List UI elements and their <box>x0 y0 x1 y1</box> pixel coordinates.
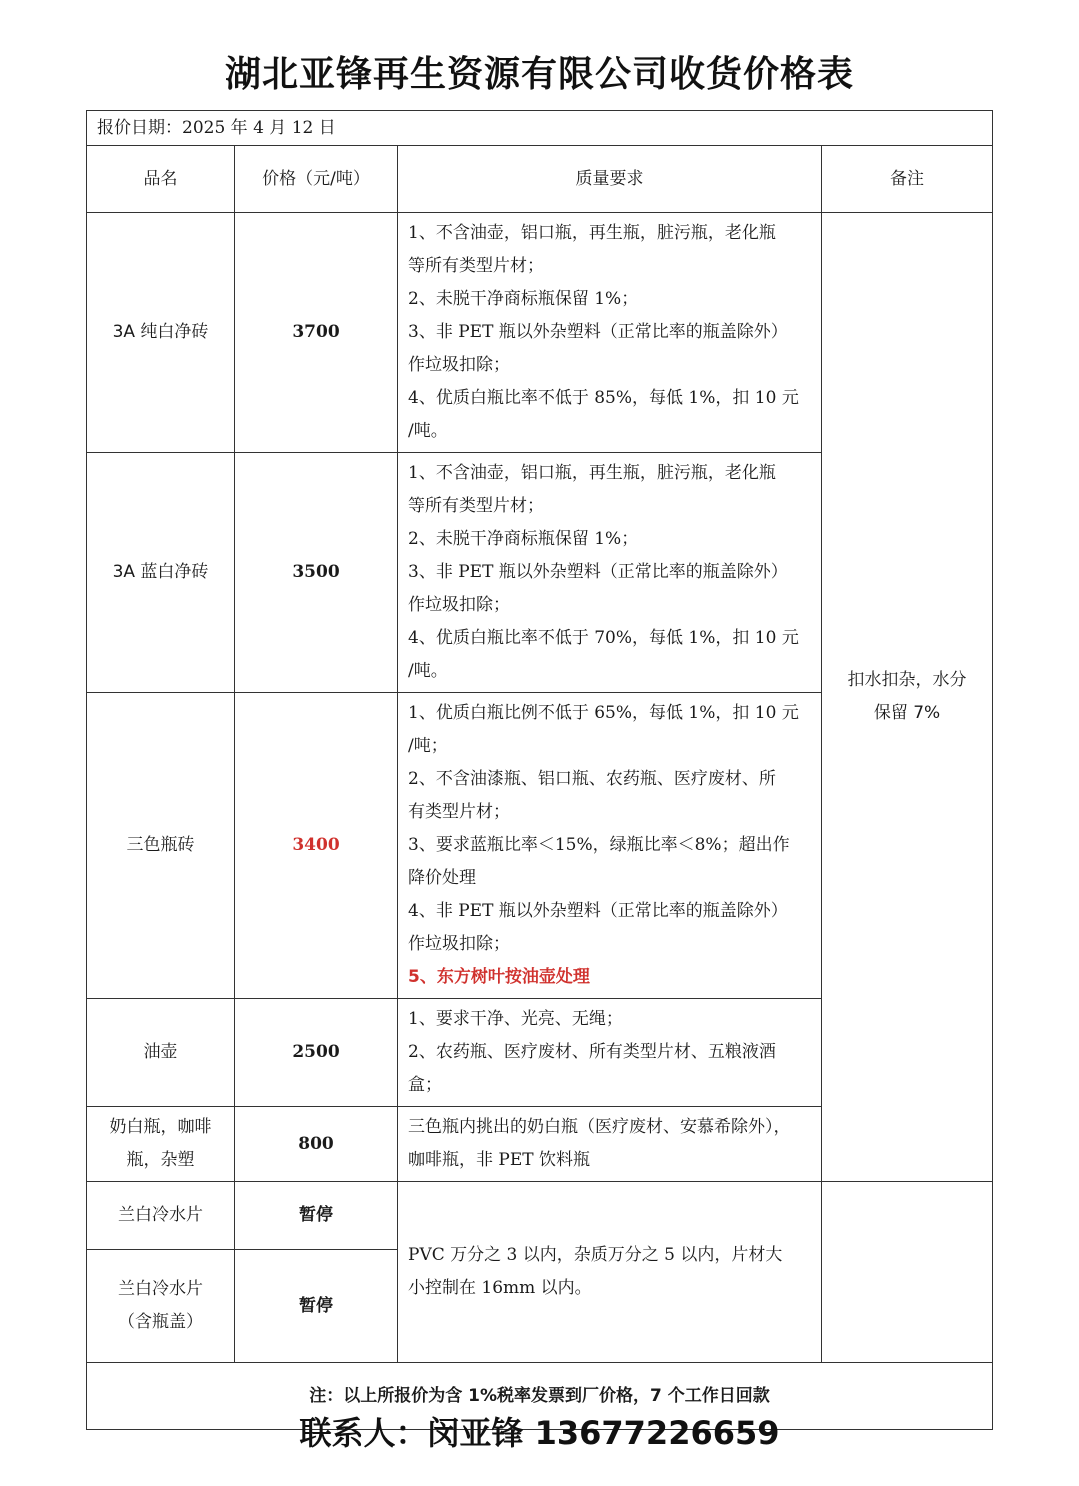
quality-requirements <box>398 453 822 693</box>
name-line: 奶白瓶，咖啡 <box>109 1117 212 1137</box>
req-line: 2、未脱干净商标瓶保留 1%； <box>408 529 639 549</box>
remark-empty <box>822 1182 993 1363</box>
quality-requirements <box>398 999 822 1107</box>
product-name <box>87 1107 235 1182</box>
product-name: 三色瓶砖 <box>87 693 235 999</box>
product-price: 2500 <box>235 999 398 1107</box>
header-row <box>87 146 993 213</box>
req-line: 3、非 PET 瓶以外杂塑料（正常比率的瓶盖除外） <box>408 562 788 582</box>
quality-requirements <box>398 1182 822 1363</box>
req-line: /吨。 <box>408 421 448 441</box>
req-line: 咖啡瓶，非 PET 饮料瓶 <box>408 1150 590 1170</box>
req-line: 3、要求蓝瓶比率＜15%，绿瓶比率＜8%；超出作 <box>408 835 790 855</box>
header-remark: 备注 <box>822 146 993 213</box>
product-price: 3500 <box>235 453 398 693</box>
product-name: 油壶 <box>87 999 235 1107</box>
req-line: 作垃圾扣除； <box>408 934 510 954</box>
req-line: 2、不含油漆瓶、铝口瓶、农药瓶、医疗废材、所 <box>408 769 776 789</box>
product-price: 3400 <box>235 693 398 999</box>
req-line: 盒； <box>408 1075 442 1095</box>
table-row <box>87 1182 993 1250</box>
product-name: 3A 纯白净砖 <box>87 213 235 453</box>
product-price: 3700 <box>235 213 398 453</box>
req-line: 3、非 PET 瓶以外杂塑料（正常比率的瓶盖除外） <box>408 322 788 342</box>
req-line: 有类型片材； <box>408 802 510 822</box>
req-line: 小控制在 16mm 以内。 <box>408 1278 592 1298</box>
header-name: 品名 <box>87 146 235 213</box>
req-line: 降价处理 <box>408 868 476 888</box>
req-line-highlight: 5、东方树叶按油壶处理 <box>408 967 590 987</box>
header-price: 价格（元/吨） <box>235 146 398 213</box>
req-line: 1、不含油壶，铝口瓶，再生瓶，脏污瓶，老化瓶 <box>408 463 776 483</box>
name-line: （含瓶盖） <box>118 1312 203 1332</box>
req-line: 作垃圾扣除； <box>408 595 510 615</box>
footnote: 注：以上所报价为含 1%税率发票到厂价格，7 个工作日回款 <box>87 1363 993 1430</box>
product-name: 3A 蓝白净砖 <box>87 453 235 693</box>
contact-info: 联系人：闵亚锋 13677226659 <box>299 1414 780 1452</box>
remark-line: 保留 7% <box>873 703 941 723</box>
req-line: 1、要求干净、光亮、无绳； <box>408 1009 623 1029</box>
req-line: PVC 万分之 3 以内，杂质万分之 5 以内，片材大 <box>408 1245 783 1265</box>
name-line: 兰白冷水片 <box>118 1279 203 1299</box>
quality-requirements <box>398 213 822 453</box>
price-table <box>86 110 993 1430</box>
date-row <box>87 111 993 146</box>
product-name: 兰白冷水片 <box>87 1182 235 1250</box>
product-price: 800 <box>235 1107 398 1182</box>
remark-line: 扣水扣杂，水分 <box>847 670 967 690</box>
quality-requirements <box>398 693 822 999</box>
product-price: 暂停 <box>235 1250 398 1363</box>
req-line: 1、不含油壶，铝口瓶，再生瓶，脏污瓶，老化瓶 <box>408 223 776 243</box>
quote-date: 报价日期：2025 年 4 月 12 日 <box>87 111 993 146</box>
req-line: 等所有类型片材； <box>408 496 544 516</box>
header-quality: 质量要求 <box>398 146 822 213</box>
product-name <box>87 1250 235 1363</box>
req-line: 等所有类型片材； <box>408 256 544 276</box>
req-line: 2、农药瓶、医疗废材、所有类型片材、五粮液酒 <box>408 1042 776 1062</box>
remark-cell <box>822 213 993 1182</box>
req-line: 4、优质白瓶比率不低于 85%，每低 1%，扣 10 元 <box>408 388 799 408</box>
req-line: 1、优质白瓶比例不低于 65%，每低 1%，扣 10 元 <box>408 703 799 723</box>
req-line: 作垃圾扣除； <box>408 355 510 375</box>
table-row <box>87 213 993 453</box>
req-line: 2、未脱干净商标瓶保留 1%； <box>408 289 639 309</box>
req-line: 4、优质白瓶比率不低于 70%，每低 1%，扣 10 元 <box>408 628 799 648</box>
quality-requirements <box>398 1107 822 1182</box>
req-line: /吨。 <box>408 661 448 681</box>
name-line: 瓶，杂塑 <box>126 1150 195 1170</box>
req-line: 三色瓶内挑出的奶白瓶（医疗废材、安慕希除外）， <box>408 1117 791 1137</box>
req-line: 4、非 PET 瓶以外杂塑料（正常比率的瓶盖除外） <box>408 901 788 921</box>
product-price: 暂停 <box>235 1182 398 1250</box>
req-line: /吨； <box>408 736 448 756</box>
page-title: 湖北亚锋再生资源有限公司收货价格表 <box>224 54 854 95</box>
